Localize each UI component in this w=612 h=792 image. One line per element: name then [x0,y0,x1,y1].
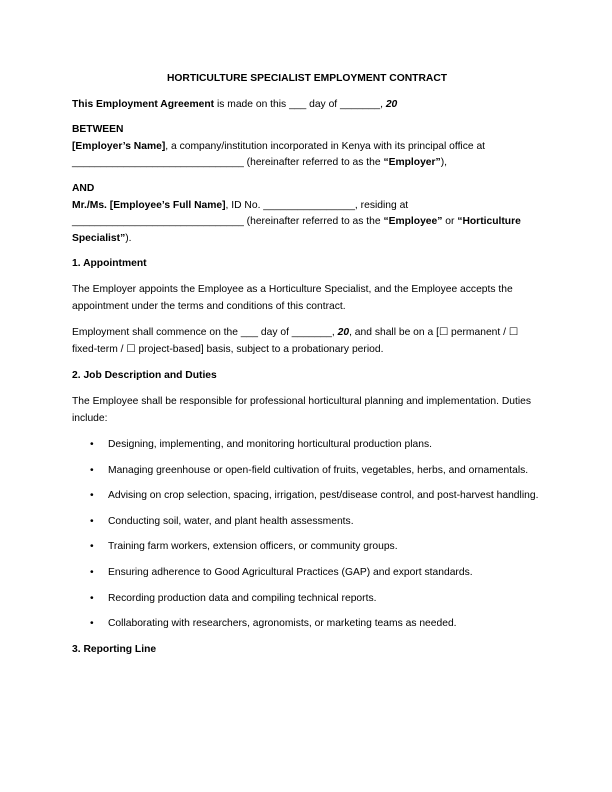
duties-intro: The Employee shall be responsible for professional horticultural planning and implementation. Duties include: [72,395,532,424]
employer-name: [Employer’s Name] [72,140,166,152]
intro-text: is made on this ___ day of _______, [214,98,386,110]
list-item [72,514,542,531]
employee-name: Mr./Ms. [Employee’s Full Name] [72,199,226,211]
duty-text: Collaborating with researchers, agronomists, or marketing teams as needed. [108,618,457,630]
duty-text: Conducting soil, water, and plant health assessments. [108,515,354,527]
section2-heading: 2. Job Description and Duties [72,370,217,382]
intro-year: 20 [385,98,398,110]
bullet-icon: • [90,541,94,553]
bullet-icon: • [90,439,94,451]
list-item [72,463,542,480]
employee-end: ). [125,232,132,244]
duty-text: Advising on crop selection, spacing, irrigation, pest/disease control, and post-harvest handling. [108,490,539,502]
employee-ref: “Employee” [383,216,443,228]
document-title: HORTICULTURE SPECIALIST EMPLOYMENT CONTRACT [166,73,448,84]
duties-list [72,437,542,633]
list-item [72,539,542,556]
list-item [72,488,542,505]
duty-text: Managing greenhouse or open-field cultivation of fruits, vegetables, herbs, and ornamentals. [108,464,529,476]
employee-or-text: or [442,216,458,228]
intro-paragraph [72,97,542,114]
employee-address-blank: ______________________________ [72,216,244,228]
section1-heading: 1. Appointment [72,258,147,270]
employer-address-blank: ______________________________ [72,157,244,169]
employee-referred-text: (hereinafter referred to as the [243,216,384,228]
bullet-icon: • [90,618,94,630]
bullet-icon: • [90,464,94,476]
bullet-icon: • [90,592,94,604]
appointment-paragraph: The Employer appoints the Employee as a Horticulture Specialist, and the Employee accepts the appointment under the terms and conditions of this contract. [72,283,513,312]
employer-paragraph [72,139,542,172]
list-item [72,591,542,608]
contract-body [72,71,542,667]
intro-lead: This Employment Agreement [72,98,215,110]
employee-id-text: , ID No. ________________, residing at [225,199,409,211]
specialist-ref: “Horticulture Specialist” [72,216,521,244]
duty-text: Ensuring adherence to Good Agricultural Practices (GAP) and export standards. [108,567,473,579]
and-label: AND [72,182,95,194]
bullet-icon: • [90,515,94,527]
commencement-year: 20 [337,327,350,339]
list-item [72,437,542,454]
duty-text: Recording production data and compiling technical reports. [108,592,377,604]
commencement-text-end: , and shall be on a [☐ permanent / ☐ fixed-term / ☐ project-based] basis, subject to a probationary period. [72,327,519,355]
employer-end: ), [440,157,447,169]
between-label: BETWEEN [72,124,124,136]
commencement-text-start: Employment shall commence on the ___ day of _______, [72,327,338,339]
employer-ref: “Employer” [383,157,441,169]
section3-heading: 3. Reporting Line [72,643,157,655]
list-item [72,565,542,582]
bullet-icon: • [90,490,94,502]
employer-referred-text: (hereinafter referred to as the [243,157,384,169]
duty-text: Training farm workers, extension officers, or community groups. [108,541,398,553]
duty-text: Designing, implementing, and monitoring horticultural production plans. [108,439,432,451]
bullet-icon: • [90,567,94,579]
list-item [72,616,542,633]
commencement-paragraph [72,325,542,358]
employee-paragraph [72,198,542,248]
employer-text: , a company/institution incorporated in Kenya with its principal office at [165,140,486,152]
